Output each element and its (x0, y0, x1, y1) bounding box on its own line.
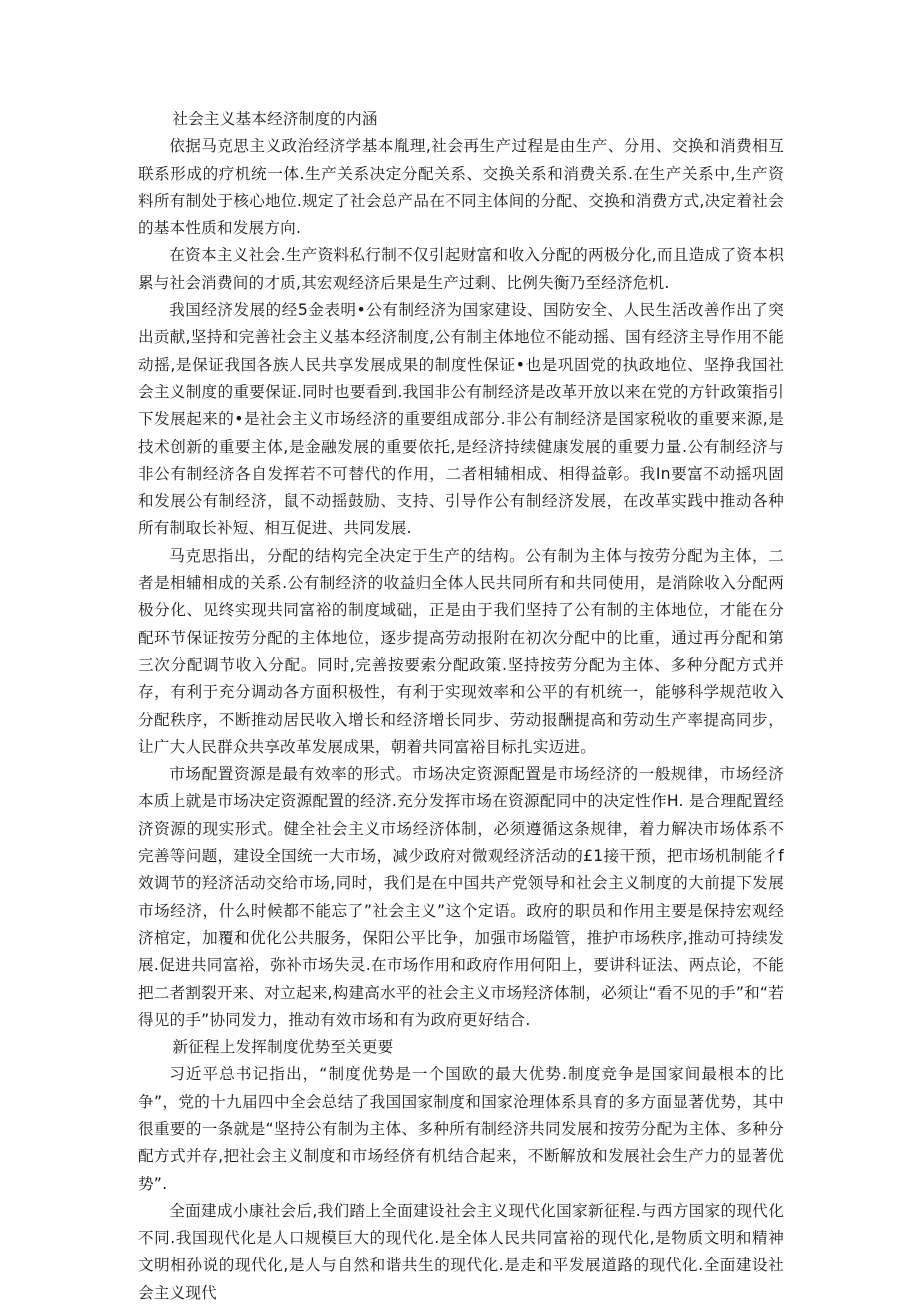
paragraph: 市场配置资源是最有效率的形式。市场决定资源配置是市场经济的一般规律，市场经济本质上就是市场决定资源配置的经济.充分发挥市场在资源配同中的决定性作H. 是合理配置经济资源的现实形式。健全社会主义市场经济体制，必须遵循这条规律，着力解决市场体系不完善等问题，建设全国统一大市场，减少政府对微观经济活动的£1接干预，把市场机制能彳f效调节的羟济活动交给市场,同时，我们是在中国共产党领导和社会主义制度的大前提下发展市场经济，什么时候都不能忘了”社会主义”这个定语。政府的职员和作用主要是保持宏观经济棺定，加覆和优化公共服务，保阳公平比争，加强市场隘管，推护市场秩序,推动可持续发展.促进共同富裕，弥补市场失灵.在市场作用和政府作用何阳上，要讲科证法、两点论，不能把二者割裂开来、对立起来,构建高水平的社会主义市场羟济体制，必须让“看不见的手”和“若得见的手”协同发力，推动有效市场和有为政府更好结合. (138, 765, 784, 1029)
paragraph: 依据马克思主义政治经济学基本胤理,社会再生产过程是由生产、分用、交换和消费相互联系形成的疗机统一体.生产关系决定分配关系、交换关系和消费关系.在生产关系中,生产资料所有制处于核心地位.规定了社会总产品在不同主体间的分配、交换和消费方式,决定着社会的基本性质和发展方向. (138, 137, 784, 238)
paragraph: 我国经济发展的经5金表明•公有制经济为国家建设、国防安全、人民生活改善作出了突出贡献,坚持和完善社会主义基本经济制度,公有制主体地位不能动摇、国有经济主导作用不能动摇,是保证我国各族人民共享发展成果的制度性保证•也是巩固党的执政地位、坚挣我国社会主义制度的重要保证.同时也要看到.我国非公有制经济是改革开放以来在党的方针政策指引下发展起来的•是社会主义市场经济的重要组成部分.非公有制经济是国家税收的重要来源,是技术创新的重要主体,是金融发展的重要依托,是经济持续健康发展的重要力量.公有制经济与非公有制经济各自发挥若不可替代的作用，二者相辅相成、相得益彰。我In要富不动摇巩固和发展公有制经济，鼠不动摇鼓励、支持、引导作公有制经济发展，在改革实践中推动各种所有制取长补短、相互促进、共同发展. (138, 301, 784, 538)
section-heading: 新征程上发挥制度优势至关更要 (172, 1038, 394, 1057)
paragraph: 在资本主义社会.生产资料私行制不仅引起财富和收入分配的两极分化,而且造成了资本枳累与社会消费间的才质,其宏观经济后果是生产过剩、比例失衡乃至经济危机. (138, 246, 784, 292)
paragraph: 马克思指出，分配的结构完全决定于生产的结构。公有制为主体与按劳分配为主体，二者是相辅相成的关系.公有制经济的收益归全体人民共同所有和共同使用，是消除收入分配两极分化、见终实现共同富裕的制度域础，正是由于我们坚持了公有制的主体地位，才能在分配环节保证按劳分配的主体地位，逐步提高劳动报附在初次分配中的比重，通过再分配和第三次分配调节收入分配。同时,完善按要索分配政策.坚持按劳分配为主体、多种分配方式并存，有利于充分调动各方面积极性，有利于实现效率和公平的有机统一，能够科学规范收入分配秩序，不断推动居民收入增长和经济增长同步、劳动报酬提高和劳动生产率提高同步，让广大人民群众共享改革发展成果，朝着共同富裕目标扎实迈进。 (138, 546, 784, 756)
paragraph: 全面建成小康社会后,我们踏上全面建设社会主义现代化国家新征程.与西方国家的现代化不同.我国现代化是人口规模巨大的现代化.是全体人民共同富裕的现代化,是物质文明和精神文明相孙说的现代化,是人与自然和谐共生的现代化.是走和平发展道路的现代化.全面建设社会主义现代 (138, 1201, 784, 1302)
paragraph: 习近平总书记指出，“制度优势是一个国欧的最大优势.制度竞争是国家间最根本的比争”，党的十九届四中全会总结了我国国家制度和国家沧理体系具育的多方面显著优势，其中很重要的一条就是“坚持公有制为主体、多种所有制经济共同发展和按劳分配为主体、多种分配方式并存,把社会主义制度和市场经侪有机结合起来，不断解放和发展社会生产力的显著优势”. (138, 1065, 784, 1193)
section-heading: 社会主义基本经济制度的内涵 (172, 110, 378, 128)
document-page (138, 106, 784, 1307)
